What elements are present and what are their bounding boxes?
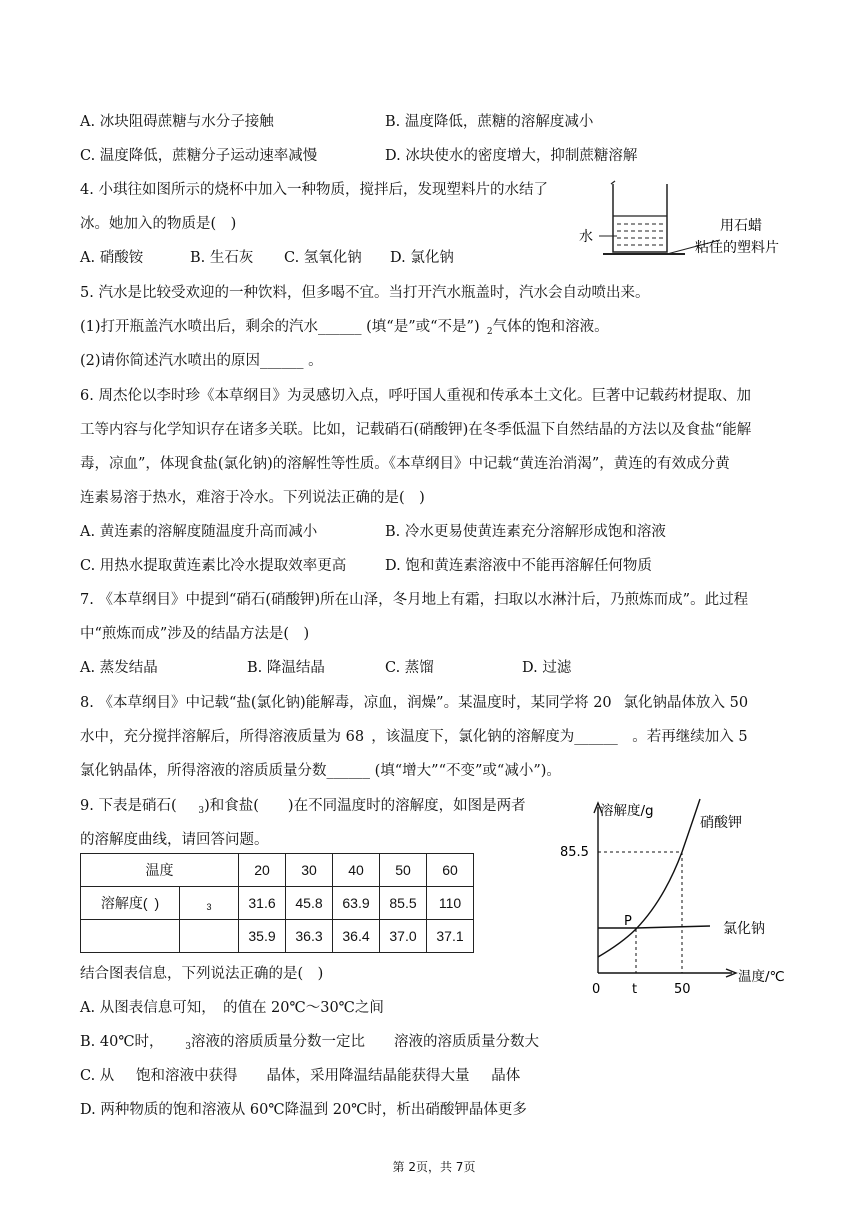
q4-option-a: A. 硝酸铵 bbox=[80, 250, 144, 266]
q9-question: 结合图表信息，下列说法正确的是( ) bbox=[80, 966, 324, 982]
q7-option-c: C. 蒸馏 bbox=[385, 660, 434, 676]
q9-option-d: D. 两种物质的饱和溶液从 60℃降温到 20℃时，析出硝酸钾晶体更多 bbox=[80, 1102, 527, 1118]
q9-stem-line2: 的溶解度曲线，请回答问题。 bbox=[80, 832, 269, 848]
q3-option-d: D. 冰块使水的密度增大，抑制蔗糖溶解 bbox=[385, 148, 638, 164]
solubility-table bbox=[80, 853, 474, 953]
q9-option-b-text-a: B. 40℃时， bbox=[80, 1034, 186, 1050]
table-row bbox=[81, 920, 474, 953]
q4-stem-line1: 4. 小琪往如图所示的烧杯中加入一种物质，搅拌后，发现塑料片的水结了 bbox=[80, 182, 548, 198]
q9-stem-text-a: 9. 下表是硝石( bbox=[80, 798, 199, 814]
q9-option-a: A. 从图表信息可知， 的值在 20℃～30℃之间 bbox=[80, 1000, 384, 1016]
graph-x-t: t bbox=[632, 982, 638, 997]
q3-option-a: A. 冰块阻碍蔗糖与水分子接触 bbox=[80, 114, 274, 130]
graph-ylabel: 溶解度/g bbox=[600, 803, 654, 819]
q3-option-c: C. 温度降低，蔗糖分子运动速率减慢 bbox=[80, 148, 318, 164]
q7-stem-line1: 7. 《本草纲目》中提到“硝石(硝酸钾)所在山泽，冬月地上有霜，扫取以水淋汁后，乃煎炼而成”。此过程 bbox=[80, 592, 749, 608]
q5-stem: 5. 汽水是比较受欢迎的一种饮料，但多喝不宜。当打开汽水瓶盖时，汽水会自动喷出来。 bbox=[80, 285, 650, 301]
beaker-figure bbox=[575, 178, 795, 263]
graph-x-50: 50 bbox=[674, 982, 691, 997]
table-header-temp: 温度 bbox=[81, 854, 239, 887]
q3-option-b: B. 温度降低，蔗糖的溶解度减小 bbox=[385, 114, 594, 130]
graph-y-85: 85.5 bbox=[560, 845, 589, 860]
q4-option-b: B. 生石灰 bbox=[190, 250, 254, 266]
q6-stem-line4: 连素易溶于热水，难溶于冷水。下列说法正确的是( ) bbox=[80, 490, 425, 506]
table-row-sublabel bbox=[180, 887, 239, 920]
q4-stem-line2: 冰。她加入的物质是( ) bbox=[80, 216, 237, 232]
graph-xlabel: 温度/℃ bbox=[738, 969, 785, 985]
nacl-curve bbox=[598, 926, 710, 928]
q7-option-d: D. 过滤 bbox=[522, 660, 572, 676]
q9-option-b-sub: 3 bbox=[185, 1042, 192, 1052]
q8-stem-line2: 水中，充分搅拌溶解后，所得溶液质量为 68 ，该温度下，氯化钠的溶解度为______ 。若再继续加入 5 bbox=[80, 729, 748, 745]
q9-stem-sub: 3 bbox=[198, 806, 205, 816]
table-cell: 45.8 bbox=[286, 887, 333, 920]
q9-option-c: C. 从 饱和溶液中获得 晶体，采用降温结晶能获得大量 晶体 bbox=[80, 1068, 521, 1084]
table-cell: 60 bbox=[427, 854, 474, 887]
solubility-graph bbox=[560, 795, 800, 1000]
q9-option-b bbox=[80, 1032, 539, 1057]
q9-option-b-text-b: 溶液的溶质质量分数一定比 溶液的溶质质量分数大 bbox=[191, 1034, 540, 1050]
table-cell: 40 bbox=[333, 854, 380, 887]
table-cell: 85.5 bbox=[380, 887, 427, 920]
q4-option-c: C. 氢氧化钠 bbox=[284, 250, 362, 266]
q9-stem-line1 bbox=[80, 796, 526, 821]
table-cell: 36.3 bbox=[286, 920, 333, 953]
table-cell: 36.4 bbox=[333, 920, 380, 953]
q7-option-a: A. 蒸发结晶 bbox=[80, 660, 158, 676]
table-row-label: 溶解度( ) bbox=[81, 887, 180, 920]
table-cell: 37.0 bbox=[380, 920, 427, 953]
table-cell: 50 bbox=[380, 854, 427, 887]
table-row-sublabel bbox=[180, 920, 239, 953]
table-cell: 31.6 bbox=[239, 887, 286, 920]
q4-option-d: D. 氯化钠 bbox=[390, 250, 454, 266]
beaker-label-line1: 用石蜡 bbox=[720, 218, 762, 234]
q6-option-b: B. 冷水更易使黄连素充分溶解形成饱和溶液 bbox=[385, 524, 666, 540]
q7-stem-line2: 中“煎炼而成”涉及的结晶方法是( ) bbox=[80, 626, 310, 642]
table-cell: 37.1 bbox=[427, 920, 474, 953]
q9-stem-text-b: )和食盐( )在不同温度时的溶解度，如图是两者 bbox=[204, 798, 526, 814]
q6-option-c: C. 用热水提取黄连素比冷水提取效率更高 bbox=[80, 558, 347, 574]
kno3-curve bbox=[598, 799, 700, 957]
q8-stem-line3: 氯化钠晶体，所得溶液的溶质质量分数______ (填“增大”“不变”或“减小”)。 bbox=[80, 763, 561, 779]
table-row-label bbox=[81, 920, 180, 953]
table-cell: 30 bbox=[286, 854, 333, 887]
graph-guides bbox=[598, 852, 682, 973]
table-cell: 63.9 bbox=[333, 887, 380, 920]
beaker-label-line2: 粘住的塑料片 bbox=[695, 240, 779, 256]
q5-part1-sub: 2 bbox=[486, 327, 493, 337]
graph-origin: 0 bbox=[592, 982, 601, 997]
q5-part1 bbox=[80, 317, 609, 342]
q5-part1-text-a: (1)打开瓶盖汽水喷出后，剩余的汽水______ (填“是”或“不是”) bbox=[80, 319, 487, 335]
q6-stem-line2: 工等内容与化学知识存在诸多关联。比如，记载硝石(硝酸钾)在冬季低温下自然结晶的方法以及食盐“能解 bbox=[80, 422, 752, 438]
q8-stem-line1: 8. 《本草纲目》中记载“盐(氯化钠)能解毒，凉血，润燥”。某温度时，某同学将 20 氯化钠晶体放入 50 bbox=[80, 695, 749, 711]
beaker-water-label: 水 bbox=[579, 229, 593, 245]
q6-option-a: A. 黄连素的溶解度随温度升高而减小 bbox=[80, 524, 318, 540]
table-row bbox=[81, 887, 474, 920]
table-row bbox=[81, 854, 474, 887]
table-cell: 20 bbox=[239, 854, 286, 887]
graph-nacl-label: 氯化钠 bbox=[723, 921, 765, 937]
q5-part1-text-b: 气体的饱和溶液。 bbox=[492, 319, 609, 335]
q6-stem-line1: 6. 周杰伦以李时珍《本草纲目》为灵感切入点，呼吁国人重视和传承本土文化。巨著中记载药材提取、加 bbox=[80, 388, 751, 404]
q6-stem-line3: 毒，凉血”，体现食盐(氯化钠)的溶解性等性质。《本草纲目》中记载“黄连治消渴”，黄连的有效成分黄 bbox=[80, 456, 730, 472]
table-cell: 110 bbox=[427, 887, 474, 920]
table-cell: 35.9 bbox=[239, 920, 286, 953]
graph-kno3-label: 硝酸钾 bbox=[700, 815, 742, 831]
q7-option-b: B. 降温结晶 bbox=[247, 660, 325, 676]
q6-option-d: D. 饱和黄连素溶液中不能再溶解任何物质 bbox=[385, 558, 652, 574]
table-row-sub: 3 bbox=[206, 902, 212, 912]
q5-part2: (2)请你简述汽水喷出的原因______ 。 bbox=[80, 353, 323, 369]
page-footer: 第 2页，共 7页 bbox=[392, 1160, 476, 1174]
graph-p-label: P bbox=[624, 914, 632, 929]
